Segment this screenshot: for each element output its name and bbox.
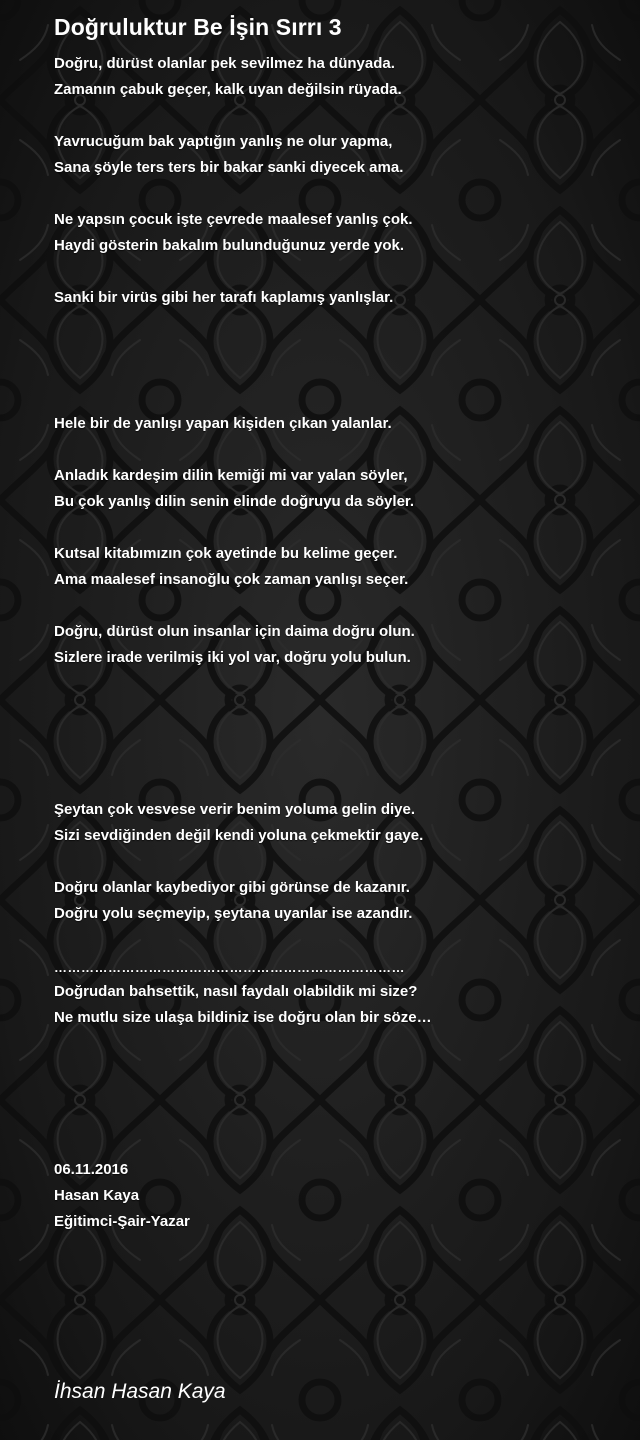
poem-line: Zamanın çabuk geçer, kalk uyan değilsin rüyada. (54, 81, 402, 98)
poem-line: Anladık kardeşim dilin kemiği mi var yalan söyler, (54, 467, 408, 484)
dotted-separator: …………………………………………………………………… (54, 960, 405, 975)
poem-line: Doğru yolu seçmeyip, şeytana uyanlar ise azandır. (54, 905, 413, 922)
author-name: İhsan Hasan Kaya (54, 1380, 226, 1403)
poem-line: Doğru, dürüst olanlar pek sevilmez ha dünyada. (54, 55, 395, 72)
poem-line: Sana şöyle ters ters bir bakar sanki diyecek ama. (54, 159, 404, 176)
poem-line: Şeytan çok vesvese verir benim yoluma gelin diye. (54, 801, 416, 818)
poem-line: Sizi sevdiğinden değil kendi yoluna çekmektir gaye. (54, 827, 424, 844)
poem-signature-role: Eğitimci-Şair-Yazar (54, 1213, 190, 1230)
poem-line: Ama maalesef insanoğlu çok zaman yanlışı seçer. (54, 571, 409, 588)
poem-line: Sizlere irade verilmiş iki yol var, doğru yolu bulun. (54, 649, 411, 666)
poem-line: Sanki bir virüs gibi her tarafı kaplamış yanlışlar. (54, 289, 394, 306)
poem-date: 06.11.2016 (54, 1161, 129, 1178)
poem-line: Ne yapsın çocuk işte çevrede maalesef yanlış çok. (54, 211, 413, 228)
poem-line: Ne mutlu size ulaşa bildiniz ise doğru olan bir söze… (54, 1009, 432, 1026)
poem-line: Bu çok yanlış dilin senin elinde doğruyu da söyler. (54, 493, 415, 510)
poem-signature-name: Hasan Kaya (54, 1187, 140, 1204)
poem-line: Doğru, dürüst olun insanlar için daima doğru olun. (54, 623, 415, 640)
poem-line: Doğrudan bahsettik, nasıl faydalı olabildik mi size? (54, 983, 418, 1000)
poem-line: Yavrucuğum bak yaptığın yanlış ne olur yapma, (54, 133, 393, 150)
poem-line: Kutsal kitabımızın çok ayetinde bu kelime geçer. (54, 545, 398, 562)
poem-line: Hele bir de yanlışı yapan kişiden çıkan yalanlar. (54, 415, 392, 432)
poem-title: Doğruluktur Be İşin Sırrı 3 (54, 14, 342, 40)
poem-line: Haydi gösterin bakalım bulunduğunuz yerde yok. (54, 237, 405, 254)
poem-line: Doğru olanlar kaybediyor gibi görünse de kazanır. (54, 879, 410, 896)
